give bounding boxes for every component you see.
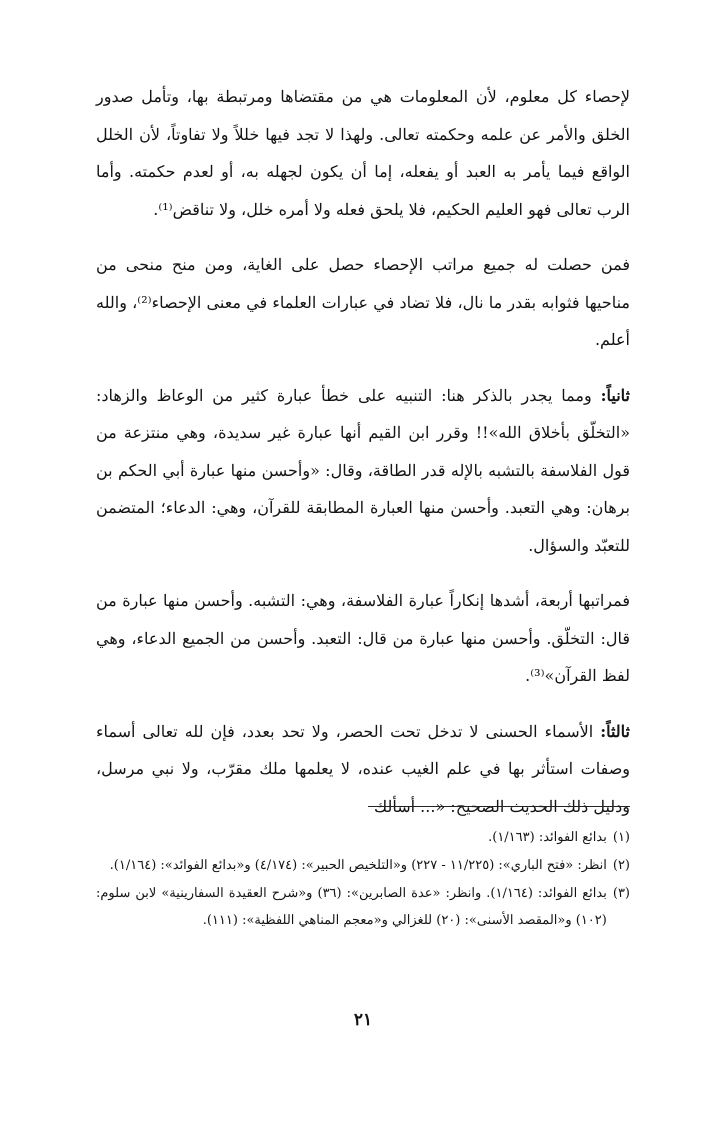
paragraph-5-lead: ثالثاً: bbox=[600, 721, 630, 741]
footnote-3-number: (٣) bbox=[612, 886, 630, 901]
page-number: ٢١ bbox=[353, 1010, 373, 1030]
footnote-1-text: بدائع الفوائد: (١/١٦٣). bbox=[488, 830, 607, 845]
paragraph-1-text: لإحصاء كل معلوم، لأن المعلومات هي من مقتضاها ومرتبطة بها، وتأمل صدور الخلق والأمر عن علمه وحكمته تعالى. ولهذا لا تجد فيها خللاً ولا تفاوتاً، لأن الخلل الواقع فيما يأمر به العبد أو يفعله، إما أن يكون لجهله به، أو لعدم حكمته. وأما الرب تعالى فهو العليم الحكيم، فلا يلحق فعله ولا أمره خلل، ولا تناقض⁽¹⁾. bbox=[96, 87, 630, 219]
footnote-2-text: انظر: «فتح الباري»: (١١/٢٢٥ - ٢٢٧) و«التلخيص الحبير»: (٤/١٧٤) و«بدائع الفوائد»: (١/١٦٤). bbox=[109, 858, 607, 873]
paragraph-5-text: الأسماء الحسنى لا تدخل تحت الحصر، ولا تحد بعدد، فإن لله تعالى أسماء وصفات استأثر بها في علم الغيب عنده، لا يعلمها ملك مقرّب، ولا نبي مرسل، ودليل ذلك الحديث الصحيح: «... أسألك bbox=[96, 721, 630, 816]
footnote-2-number: (٢) bbox=[612, 858, 630, 873]
footnote-2 bbox=[96, 852, 630, 879]
paragraph-5 bbox=[96, 713, 630, 826]
paragraph-3-lead: ثانياً: bbox=[600, 385, 630, 405]
book-page bbox=[96, 78, 630, 1078]
paragraph-4 bbox=[96, 582, 630, 695]
paragraph-4-text: فمراتبها أربعة، أشدها إنكاراً عبارة الفلاسفة، وهي: التشبه. وأحسن منها عبارة من قال: التخلّق. وأحسن منها عبارة من قال: التعبد. وأحسن من الجميع الدعاء، وهي لفظ القرآن»⁽³⁾. bbox=[96, 591, 630, 685]
footnote-separator bbox=[368, 806, 630, 807]
paragraph-2 bbox=[96, 246, 630, 359]
footnote-1 bbox=[96, 824, 630, 851]
footnote-3-text: بدائع الفوائد: (١/١٦٤). وانظر: «عدة الصابرين»: (٣٦) و«شرح العقيدة السفارينية» لابن سلوم: (١٠٢) و«المقصد الأسنى»: (٢٠) للغزالي و«معجم المناهي اللفظية»: (١١١). bbox=[96, 886, 607, 928]
main-text bbox=[96, 78, 630, 825]
paragraph-3 bbox=[96, 377, 630, 565]
paragraph-3-text: ومما يجدر بالذكر هنا: التنبيه على خطأ عبارة كثير من الوعاظ والزهاد: «التخلّق بأخلاق الله»!! وقرر ابن القيم أنها عبارة غير سديدة، وهي منتزعة من قول الفلاسفة بالتشبه بالإله قدر الطاقة، وقال: «وأحسن منها عبارة أبي الحكم بن برهان: وهي التعبد. وأحسن منها العبارة المطابقة للقرآن، وهي: الدعاء؛ المتضمن للتعبّد والسؤال. bbox=[96, 385, 630, 555]
paragraph-1 bbox=[96, 78, 630, 228]
footnotes bbox=[96, 824, 630, 935]
footnote-3 bbox=[96, 880, 630, 934]
footnote-1-number: (١) bbox=[612, 830, 630, 845]
paragraph-2-text: فمن حصلت له جميع مراتب الإحصاء حصل على الغاية، ومن منح منحى من مناحيها فثوابه بقدر ما نال، فلا تضاد في عبارات العلماء في معنى الإحصاء⁽²⁾، والله أعلم. bbox=[96, 255, 630, 349]
